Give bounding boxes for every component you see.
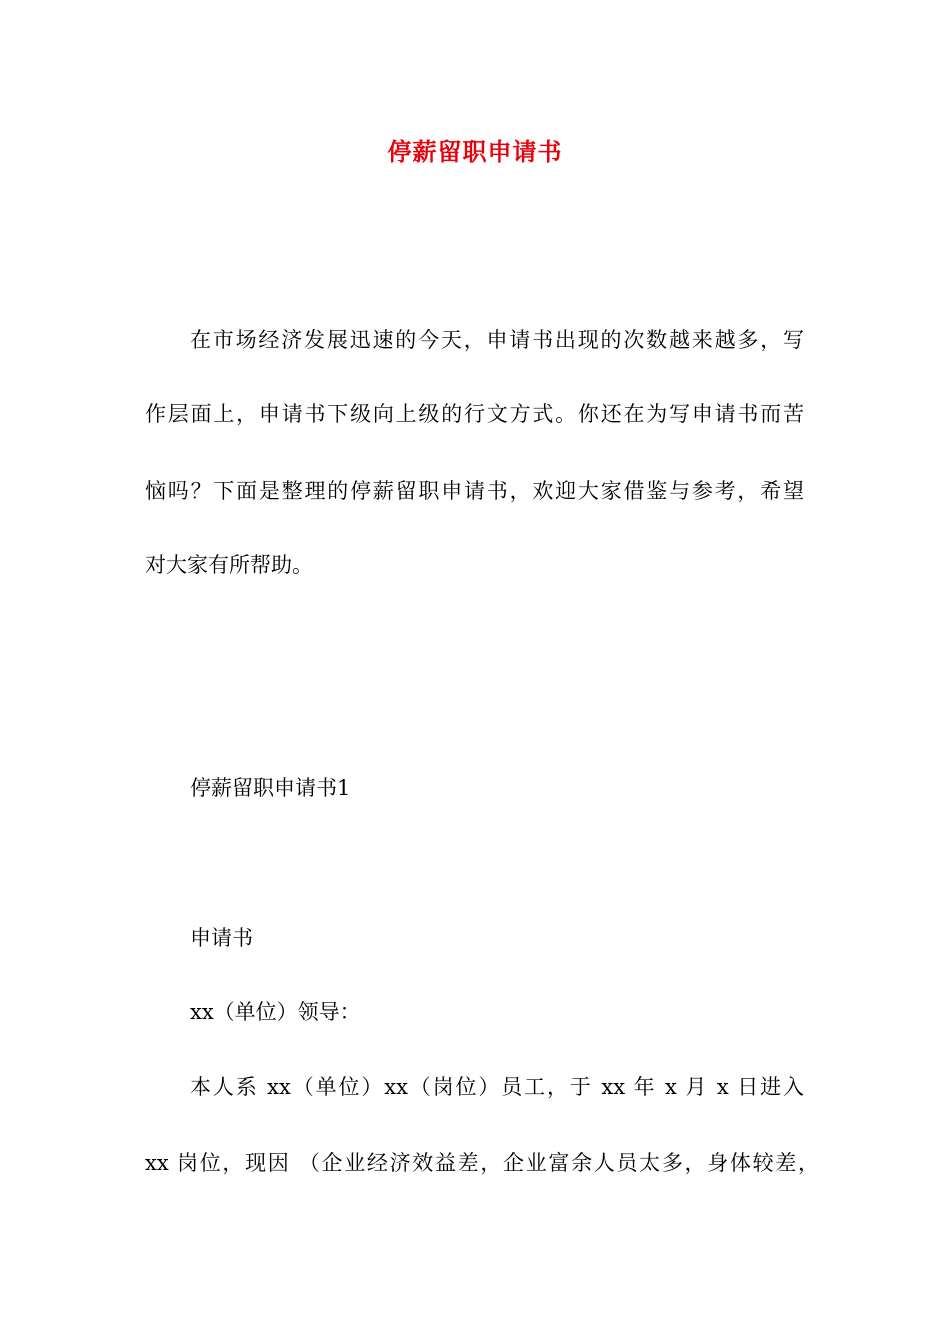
body-line-2: xx 岗位，现因 （企业经济效益差，企业富余人员太多，身体较差， xyxy=(145,1151,819,1175)
letter-title: 申请书 xyxy=(190,926,253,950)
intro-line-4: 对大家有所帮助。 xyxy=(145,553,313,577)
section-heading: 停薪留职申请书1 xyxy=(190,776,351,800)
salutation: xx（单位）领导： xyxy=(190,1000,361,1024)
document-title: 停薪留职申请书 xyxy=(387,137,563,166)
intro-line-1: 在市场经济发展迅速的今天，申请书出现的次数越来越多，写 xyxy=(190,328,804,352)
body-line-1: 本人系 xx（单位）xx（岗位）员工，于 xx 年 x 月 x 日进入 xyxy=(190,1075,804,1099)
intro-line-2: 作层面上，申请书下级向上级的行文方式。你还在为写申请书而苦 xyxy=(145,402,804,426)
intro-line-3: 恼吗？下面是整理的停薪留职申请书，欢迎大家借鉴与参考，希望 xyxy=(145,479,804,503)
